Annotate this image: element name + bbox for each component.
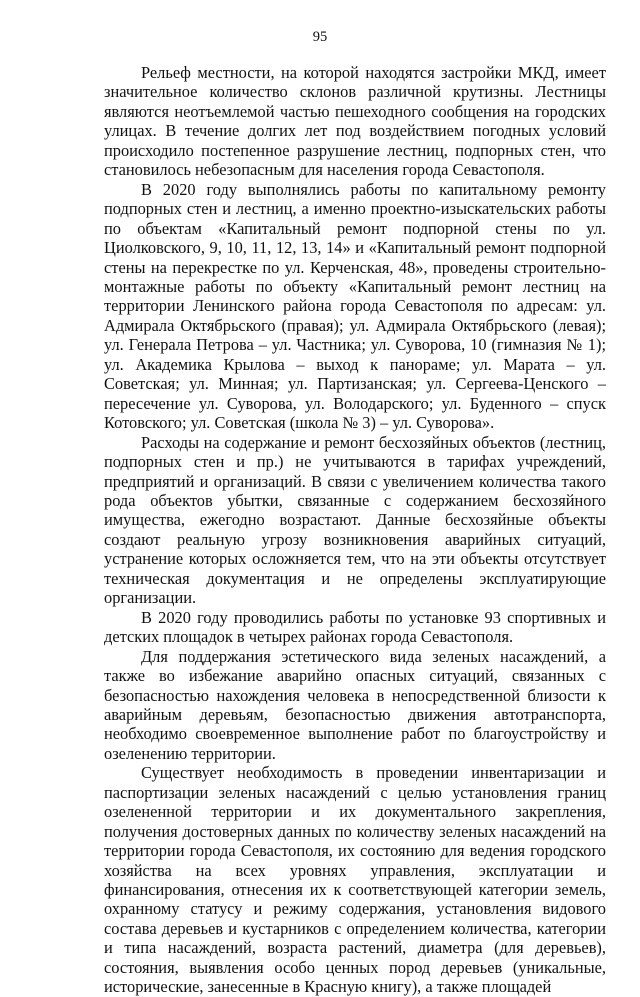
page-number: 95 bbox=[312, 29, 328, 45]
paragraph-repair-works-2020: В 2020 году выполнялись работы по капитальному ремонту подпорных стен и лестниц, а именно проектно-изыскательских работы по объектам «Капитальный ремонт подпорной стены по ул. Циолковского, 9, 10, 11, 12, 13, 14» и «Капитальный ремонт подпорной стены на перекрестке по ул. Керченская, 48», проведены строительно-монтажные работы по объекту «Капитальный ремонт лестниц на территории Ленинского района города Севастополя по адресам: ул. Адмирала Октябрьского (правая); ул. Адмирала Октябрьского (левая); ул. Генерала Петрова – ул. Частника; ул. Суворова, 10 (гимназия № 1); ул. Академика Крылова – выход к панораме; ул. Марата – ул. Советская; ул. Минная; ул. Партизанская; ул. Сергеева-Ценского – пересечение ул. Суворова, ул. Володарского; ул. Буденного – спуск Котовского; ул. Советская (школа № 3) – ул. Суворова». bbox=[104, 179, 606, 433]
paragraph-green-spaces: Для поддержания эстетического вида зеленых насаждений, а также во избежание аварийно опасных ситуаций, связанных с безопасностью нахождения человека в непосредственной близости к аварийным деревьям, безопасностью движения автотранспорта, необходимо своевременное выполнение работ по благоустройству и озеленению территории. bbox=[104, 646, 606, 763]
paragraph-playgrounds: В 2020 году проводились работы по установке 93 спортивных и детских площадок в четырех районах города Севастополя. bbox=[104, 607, 606, 647]
document-body bbox=[104, 63, 606, 997]
paragraph-ownerless-objects: Расходы на содержание и ремонт бесхозяйных объектов (лестниц, подпорных стен и пр.) не учитываются в тарифах учреждений, предприятий и организаций. В связи с увеличением количества такого рода объектов убытки, связанные с содержанием бесхозяйного имущества, ежегодно возрастают. Данные бесхозяйные объекты создают реальную угрозу возникновения аварийных ситуаций, устранение которых осложняется тем, что на эти объекты отсутствует техническая документация и не определены эксплуатирующие организации. bbox=[104, 432, 606, 608]
paragraph-relief: Рельеф местности, на которой находятся застройки МКД, имеет значительное количество склонов различной крутизны. Лестницы являются неотъемлемой частью пешеходного сообщения на городских улицах. В течение долгих лет под воздействием погодных условий происходило постепенное разрушение лестниц, подпорных стен, что становилось небезопасным для населения города Севастополя. bbox=[104, 63, 606, 180]
paragraph-inventory: Существует необходимость в проведении инвентаризации и паспортизации зеленых насаждений с целью установления границ озелененной территории и их документального закрепления, получения достоверных данных по количеству зеленых насаждений на территории города Севастополя, их состоянию для ведения городского хозяйства на всех уровнях управления, эксплуатации и финансирования, отнесения их к соответствующей категории земель, охранному статусу и режиму содержания, установления видового состава деревьев и кустарников с определением количества, категории и типа насаждений, возраста растений, диаметра (для деревьев), состояния, выявления особо ценных пород деревьев (уникальные, исторические, занесенные в Красную книгу), а также площадей bbox=[104, 763, 606, 997]
